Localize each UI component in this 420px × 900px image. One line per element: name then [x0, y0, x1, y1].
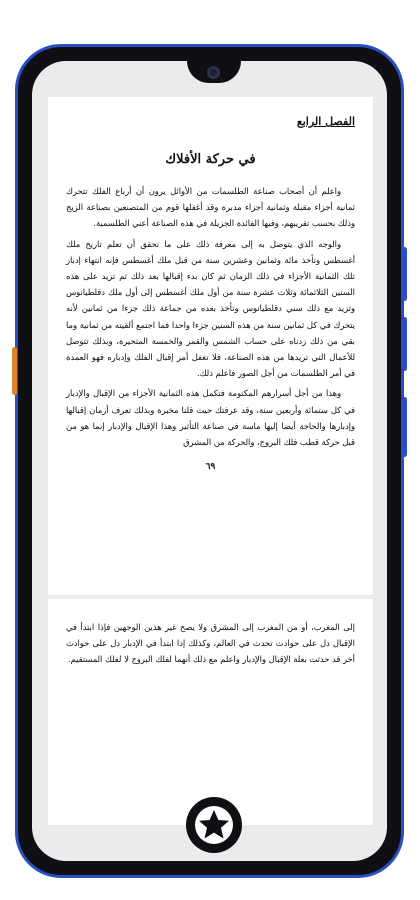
- paragraph: واعلم أن أصحاب صناعة الطلسمات من الأوائل يرون أن أرباع الفلك تتحرك ثمانية أجزاء مقبلة وثمانية أجزاء مدبرة وقد أغفلها قوم من المتصنعين بصناعة الزيج وذلك بحسب تقريبهم، وفيها الفائدة الجزيلة في هذه الصناعة أعني الطلسمية.: [66, 186, 355, 229]
- volume-up-button: [402, 247, 407, 301]
- paragraph: وهذا من أجل أسرارهم المكتومة فتكمل هذه الثمانية الأجزاء من الإقبال والإدبار في كل ستمائة وأربعين سنة، وقد عرفتك حيث قلنا مخبرة وبذلك تعرف أزمان إقبالها وإدبارها والحاجة أيضا إليها ماسة في صناعة التأثير وهذا الإقبال والإدبار إنما هو من قبل حركة قطب فلك البروج، والحركة من المشرق: [66, 388, 355, 448]
- favorite-button[interactable]: [186, 797, 242, 853]
- paragraph: إلى المغرب، أو من المغرب إلى المشرق ولا يصح غير هذين الوجهين فإذا ابتدأ في الإقبال دل على حوادث تحدث في العالم، وكذلك إذا ابتدأ في الإدبار دل على حوادث أخر قد حدثت بعلة الإقبال والإدبار واعلم مع ذلك أنهما لفلك البروج لا لفلك المستقيم.: [66, 622, 355, 665]
- star-icon: [194, 805, 234, 845]
- screen: [32, 61, 387, 861]
- book-page-next: [48, 599, 373, 825]
- front-camera: [207, 66, 220, 79]
- side-key: [402, 397, 407, 457]
- section-title: في حركة الأفلاك: [165, 152, 256, 167]
- chapter-heading: الفصل الرابع: [296, 115, 355, 128]
- notch: [187, 61, 241, 83]
- power-button: [12, 347, 17, 395]
- volume-down-button: [402, 317, 407, 371]
- page-number: ٦٩: [205, 462, 216, 473]
- book-page: [48, 97, 373, 595]
- paragraph: والوجه الذي يتوصل به إلى معرفة ذلك على ما تحقق أن تعلم تاريخ ملك أغسطس وتأخذ مائة وثمانين وعشرين سنة من قبل ملك أغسطس فإنه انتهاء إدبار تلك الثمانية الأجزاء في ذلك الزمان ثم كان بدء إقبالها بعد ذلك ثم تزيد على هذه السنين الثلاثمائة وثلاث عشرة سنة من أول ملك أغسطس إلى أول ملك دقلطيانوس وتزيد مع ذلك سني دقلطيانوس وتأخذ بعده من جماعة ذلك جزءا من ثمانين لأنه يتحرك في كل ثمانين سنة من هذه السنين جزءا واحدا فما اجتمع ألقيته من ثمانية وما بقي من ذلك زدناه على حساب الشمس والقمر والخمسة المتحيرة، وبذلك تتوصل للأعمال التي تريدها من هذه الصناعة، فلا تغفل أمر إقبال الفلك وإدباره فهو العمدة في أمر الطلسمات من أجل الصور فاعلم ذلك.: [66, 238, 355, 379]
- phone-frame: [15, 44, 404, 878]
